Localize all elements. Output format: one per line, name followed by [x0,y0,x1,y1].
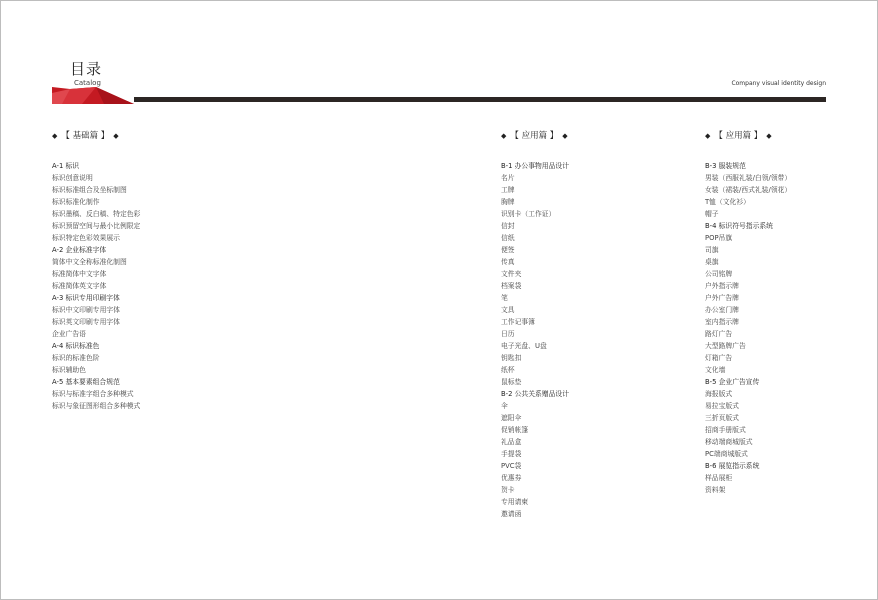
toc-entry: 男装（西服礼装/白领/领带） [705,174,792,182]
toc-entry: 简体中文全称标准化制图 [52,258,127,266]
red-banner-graphic [52,87,134,105]
section-header [705,128,791,144]
toc-entry: 桌旗 [705,258,719,266]
toc-entry: 文件夹 [501,270,522,278]
toc-column-application-2 [705,128,791,496]
diamond-icon: ◆ [52,132,58,140]
toc-entry: 标识标准组合及坐标制图 [52,186,127,194]
toc-entry: 帽子 [705,210,719,218]
toc-entry: 传真 [501,258,515,266]
toc-entry: 纸杯 [501,366,515,374]
toc-entry: 便签 [501,246,515,254]
toc-entry: T恤（文化衫） [705,198,750,206]
toc-chapter-heading: A-1 标识 [52,162,80,170]
toc-entry: 伞 [501,402,508,410]
toc-entry: 标识与象征图形组合多种模式 [52,402,141,410]
header-divider-bar [134,97,826,102]
toc-chapter-heading: B-5 企业广告宣传 [705,378,760,386]
toc-entry: 资料架 [705,486,726,494]
toc-chapter-heading: A-2 企业标准字体 [52,246,107,254]
toc-entry: 遮阳伞 [501,414,522,422]
toc-entry: 灯箱广告 [705,354,733,362]
toc-entry: 路灯广告 [705,330,733,338]
toc-entry: 贺卡 [501,486,515,494]
toc-entry: 标识预留空间与最小比例限定 [52,222,141,230]
toc-entry: 标识辅助色 [52,366,86,374]
section-header [52,128,140,144]
page-title: 目录 [70,60,103,78]
toc-entry: 标识英文印刷专用字体 [52,318,120,326]
toc-entry: 海报版式 [705,390,733,398]
toc-entry: 易拉宝版式 [705,402,739,410]
toc-entry: 邀请函 [501,510,522,518]
section-title: 【 基础篇 】 [61,131,110,141]
toc-entry: 大型路牌广告 [705,342,746,350]
diamond-icon: ◆ [113,132,119,140]
company-tagline: Company visual identity design [731,80,826,87]
toc-column-basic [52,128,140,412]
toc-entry: 钥匙扣 [501,354,522,362]
toc-entry: 移动端商城版式 [705,438,753,446]
diamond-icon: ◆ [501,132,507,140]
toc-entry: 标识与标准字组合多种模式 [52,390,134,398]
toc-entry: 室内指示牌 [705,318,739,326]
toc-chapter-heading: B-6 展览指示系统 [705,462,760,470]
section-header [501,128,569,144]
toc-entry: 信封 [501,222,515,230]
toc-entry: 鼠标垫 [501,378,522,386]
toc-chapter-heading: B-2 公共关系赠品设计 [501,390,569,398]
diamond-icon: ◆ [766,132,772,140]
toc-chapter-heading: A-3 标识专用印刷字体 [52,294,120,302]
toc-entry: 日历 [501,330,515,338]
page-subtitle: Catalog [74,79,101,87]
toc-entry: PVC袋 [501,462,522,470]
toc-entry: 女装（裙装/西式礼装/领花） [705,186,792,194]
toc-chapter-heading: A-5 基本要素组合规范 [52,378,120,386]
toc-entry: 司旗 [705,246,719,254]
toc-entry: 专用请柬 [501,498,529,506]
toc-entry: 工牌 [501,186,515,194]
toc-entry: 户外广告牌 [705,294,739,302]
toc-entry: 手提袋 [501,450,522,458]
toc-entry: 文化墙 [705,366,726,374]
toc-entry: 胸牌 [501,198,515,206]
section-title: 【 应用篇 】 [714,131,763,141]
toc-column-application-1 [501,128,569,520]
toc-entry: 信纸 [501,234,515,242]
toc-entry: 标准简体中文字体 [52,270,107,278]
toc-entry: 办公室门牌 [705,306,739,314]
toc-chapter-heading: A-4 标识标准色 [52,342,100,350]
toc-entry: PC端商城版式 [705,450,748,458]
toc-entry: 标准简体英文字体 [52,282,107,290]
toc-entry: 标识中文印刷专用字体 [52,306,120,314]
toc-entry: 标识标准化制作 [52,198,100,206]
toc-entry: 笔 [501,294,508,302]
toc-entry: 标识创意说明 [52,174,93,182]
toc-chapter-heading: B-1 办公事物用品设计 [501,162,569,170]
toc-entry: 户外指示牌 [705,282,739,290]
toc-entry: 公司铭牌 [705,270,733,278]
toc-entry: POP吊旗 [705,234,733,242]
toc-entry: 标识墨稿、反白稿、特定色彩 [52,210,141,218]
toc-entry: 企业广告语 [52,330,86,338]
diamond-icon: ◆ [705,132,711,140]
toc-entry: 优惠券 [501,474,522,482]
toc-entry: 工作记事簿 [501,318,535,326]
toc-chapter-heading: B-4 标识符号指示系统 [705,222,773,230]
toc-entry: 礼品盒 [501,438,522,446]
toc-entry: 名片 [501,174,515,182]
toc-entry: 促销帐篷 [501,426,529,434]
toc-entry: 标识的标准色阶 [52,354,100,362]
toc-entry: 电子光盘、U盘 [501,342,547,350]
toc-entry: 样品展柜 [705,474,733,482]
toc-entry: 招商手册版式 [705,426,746,434]
toc-entry: 文具 [501,306,515,314]
toc-chapter-heading: B-3 服装规范 [705,162,746,170]
section-title: 【 应用篇 】 [510,131,559,141]
toc-entry: 标识特定色彩效果展示 [52,234,120,242]
toc-entry: 三折页版式 [705,414,739,422]
toc-entry: 识别卡（工作证） [501,210,556,218]
diamond-icon: ◆ [562,132,568,140]
toc-entry: 档案袋 [501,282,522,290]
